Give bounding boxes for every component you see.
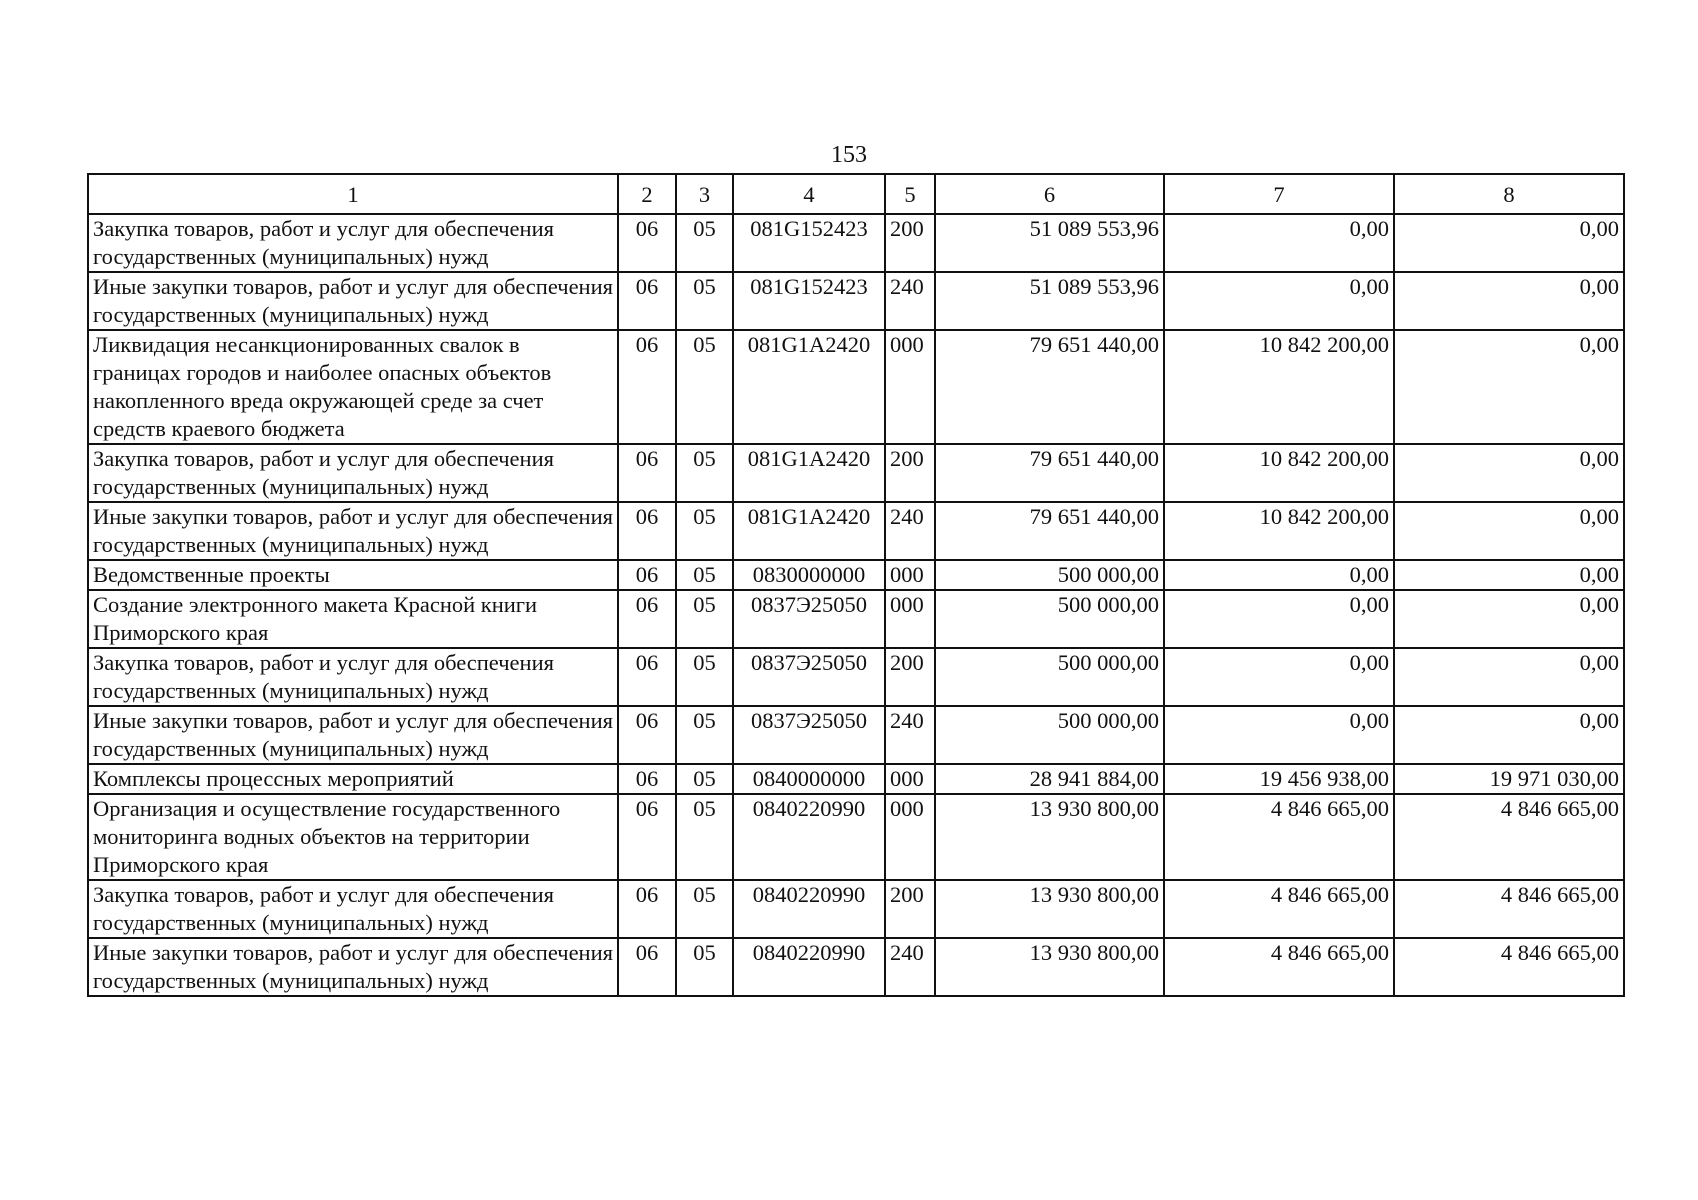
expense-type-code: 000	[885, 560, 935, 590]
amount-col-7: 0,00	[1164, 706, 1394, 764]
subsection-code: 05	[676, 764, 733, 794]
subsection-code: 05	[676, 590, 733, 648]
section-code: 06	[618, 272, 676, 330]
section-code: 06	[618, 706, 676, 764]
expense-type-code: 000	[885, 764, 935, 794]
amount-col-7: 0,00	[1164, 272, 1394, 330]
item-name: Закупка товаров, работ и услуг для обеспечения государственных (муниципальных) нужд	[88, 880, 618, 938]
target-article-code: 0837Э25050	[733, 706, 885, 764]
expense-type-code: 000	[885, 330, 935, 444]
table-row	[88, 880, 1624, 938]
amount-col-8: 0,00	[1394, 330, 1624, 444]
column-header: 4	[733, 174, 885, 214]
target-article-code: 081G152423	[733, 272, 885, 330]
expense-type-code: 200	[885, 880, 935, 938]
item-name: Закупка товаров, работ и услуг для обеспечения государственных (муниципальных) нужд	[88, 214, 618, 272]
target-article-code: 0840220990	[733, 880, 885, 938]
column-header: 5	[885, 174, 935, 214]
amount-col-6: 500 000,00	[935, 560, 1164, 590]
target-article-code: 0837Э25050	[733, 648, 885, 706]
target-article-code: 081G1A2420	[733, 502, 885, 560]
amount-col-6: 28 941 884,00	[935, 764, 1164, 794]
subsection-code: 05	[676, 706, 733, 764]
column-header: 2	[618, 174, 676, 214]
expense-type-code: 200	[885, 444, 935, 502]
amount-col-8: 4 846 665,00	[1394, 794, 1624, 880]
table-row	[88, 214, 1624, 272]
expense-type-code: 240	[885, 272, 935, 330]
target-article-code: 0840220990	[733, 794, 885, 880]
section-code: 06	[618, 330, 676, 444]
table-row	[88, 648, 1624, 706]
target-article-code: 081G1A2420	[733, 444, 885, 502]
section-code: 06	[618, 590, 676, 648]
table-row	[88, 272, 1624, 330]
amount-col-6: 51 089 553,96	[935, 272, 1164, 330]
amount-col-8: 4 846 665,00	[1394, 938, 1624, 996]
section-code: 06	[618, 794, 676, 880]
table-row	[88, 938, 1624, 996]
item-name: Иные закупки товаров, работ и услуг для обеспечения государственных (муниципальных) нужд	[88, 938, 618, 996]
section-code: 06	[618, 214, 676, 272]
target-article-code: 081G152423	[733, 214, 885, 272]
subsection-code: 05	[676, 272, 733, 330]
expense-type-code: 200	[885, 214, 935, 272]
amount-col-8: 0,00	[1394, 706, 1624, 764]
item-name: Комплексы процессных мероприятий	[88, 764, 618, 794]
item-name: Создание электронного макета Красной книги Приморского края	[88, 590, 618, 648]
header-row	[88, 174, 1624, 214]
expense-type-code: 240	[885, 938, 935, 996]
column-header: 8	[1394, 174, 1624, 214]
amount-col-6: 500 000,00	[935, 590, 1164, 648]
target-article-code: 0840000000	[733, 764, 885, 794]
amount-col-7: 4 846 665,00	[1164, 938, 1394, 996]
subsection-code: 05	[676, 560, 733, 590]
section-code: 06	[618, 880, 676, 938]
subsection-code: 05	[676, 648, 733, 706]
item-name: Организация и осуществление государственного мониторинга водных объектов на территории Приморского края	[88, 794, 618, 880]
amount-col-6: 79 651 440,00	[935, 444, 1164, 502]
item-name: Закупка товаров, работ и услуг для обеспечения государственных (муниципальных) нужд	[88, 444, 618, 502]
amount-col-7: 10 842 200,00	[1164, 502, 1394, 560]
section-code: 06	[618, 764, 676, 794]
item-name: Иные закупки товаров, работ и услуг для обеспечения государственных (муниципальных) нужд	[88, 706, 618, 764]
section-code: 06	[618, 560, 676, 590]
section-code: 06	[618, 648, 676, 706]
table-body	[88, 214, 1624, 996]
subsection-code: 05	[676, 794, 733, 880]
amount-col-6: 13 930 800,00	[935, 794, 1164, 880]
table-row	[88, 444, 1624, 502]
table-row	[88, 560, 1624, 590]
amount-col-7: 4 846 665,00	[1164, 880, 1394, 938]
table-row	[88, 794, 1624, 880]
expense-type-code: 240	[885, 706, 935, 764]
amount-col-8: 4 846 665,00	[1394, 880, 1624, 938]
item-name: Ликвидация несанкционированных свалок в границах городов и наиболее опасных объектов накопленного вреда окружающей среде за счет средств краевого бюджета	[88, 330, 618, 444]
amount-col-7: 19 456 938,00	[1164, 764, 1394, 794]
subsection-code: 05	[676, 444, 733, 502]
section-code: 06	[618, 444, 676, 502]
amount-col-6: 51 089 553,96	[935, 214, 1164, 272]
section-code: 06	[618, 938, 676, 996]
table-row	[88, 590, 1624, 648]
column-header: 1	[88, 174, 618, 214]
subsection-code: 05	[676, 214, 733, 272]
target-article-code: 0840220990	[733, 938, 885, 996]
amount-col-8: 0,00	[1394, 214, 1624, 272]
section-code: 06	[618, 502, 676, 560]
subsection-code: 05	[676, 938, 733, 996]
amount-col-7: 0,00	[1164, 590, 1394, 648]
table-row	[88, 706, 1624, 764]
amount-col-8: 0,00	[1394, 590, 1624, 648]
amount-col-7: 0,00	[1164, 648, 1394, 706]
target-article-code: 0830000000	[733, 560, 885, 590]
expense-type-code: 000	[885, 794, 935, 880]
amount-col-7: 4 846 665,00	[1164, 794, 1394, 880]
amount-col-6: 500 000,00	[935, 648, 1164, 706]
amount-col-7: 10 842 200,00	[1164, 444, 1394, 502]
expense-type-code: 240	[885, 502, 935, 560]
amount-col-6: 13 930 800,00	[935, 880, 1164, 938]
target-article-code: 0837Э25050	[733, 590, 885, 648]
item-name: Ведомственные проекты	[88, 560, 618, 590]
amount-col-8: 0,00	[1394, 444, 1624, 502]
amount-col-6: 500 000,00	[935, 706, 1164, 764]
amount-col-7: 10 842 200,00	[1164, 330, 1394, 444]
target-article-code: 081G1A2420	[733, 330, 885, 444]
amount-col-7: 0,00	[1164, 560, 1394, 590]
column-header: 6	[935, 174, 1164, 214]
table-row	[88, 330, 1624, 444]
amount-col-7: 0,00	[1164, 214, 1394, 272]
budget-table	[87, 173, 1625, 997]
column-header: 7	[1164, 174, 1394, 214]
amount-col-8: 0,00	[1394, 502, 1624, 560]
item-name: Закупка товаров, работ и услуг для обеспечения государственных (муниципальных) нужд	[88, 648, 618, 706]
expense-type-code: 000	[885, 590, 935, 648]
item-name: Иные закупки товаров, работ и услуг для обеспечения государственных (муниципальных) нужд	[88, 272, 618, 330]
page-number: 153	[831, 142, 867, 168]
table-row	[88, 764, 1624, 794]
amount-col-8: 0,00	[1394, 560, 1624, 590]
table-row	[88, 502, 1624, 560]
subsection-code: 05	[676, 880, 733, 938]
amount-col-8: 0,00	[1394, 272, 1624, 330]
expense-type-code: 200	[885, 648, 935, 706]
subsection-code: 05	[676, 330, 733, 444]
amount-col-6: 13 930 800,00	[935, 938, 1164, 996]
amount-col-8: 19 971 030,00	[1394, 764, 1624, 794]
subsection-code: 05	[676, 502, 733, 560]
amount-col-8: 0,00	[1394, 648, 1624, 706]
amount-col-6: 79 651 440,00	[935, 502, 1164, 560]
amount-col-6: 79 651 440,00	[935, 330, 1164, 444]
column-header: 3	[676, 174, 733, 214]
item-name: Иные закупки товаров, работ и услуг для обеспечения государственных (муниципальных) нужд	[88, 502, 618, 560]
